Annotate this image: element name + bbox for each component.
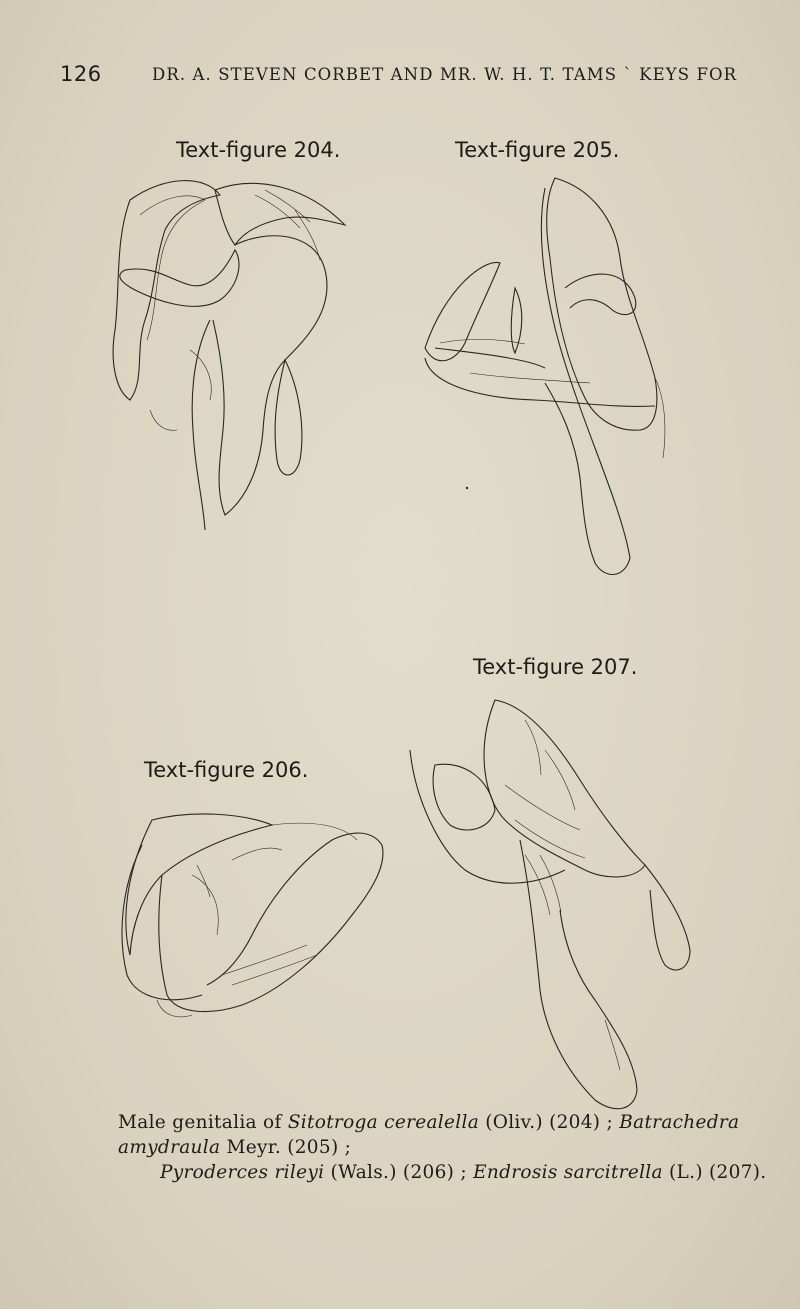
figure-207-illustration <box>405 690 710 1120</box>
figure-206-illustration <box>112 805 397 1035</box>
figure-label-206: Text-figure 206. <box>144 758 309 782</box>
caption-intro: Male genitalia of <box>118 1112 282 1133</box>
figure-caption <box>118 1110 798 1185</box>
caption-author-3: (Wals.) (206) ; <box>330 1162 467 1183</box>
page-header <box>60 62 760 92</box>
figure-label-204: Text-figure 204. <box>176 138 341 162</box>
figure-label-205: Text-figure 205. <box>455 138 620 162</box>
running-head: DR. A. STEVEN CORBET AND MR. W. H. T. TAMS ` KEYS FOR <box>152 65 738 84</box>
caption-line-2 <box>118 1160 798 1185</box>
figure-204-illustration <box>95 170 355 550</box>
figure-label-207: Text-figure 207. <box>473 655 638 679</box>
caption-author-2: Meyr. (205) ; <box>226 1137 352 1158</box>
caption-species-3: Pyroderces rileyi <box>160 1162 325 1183</box>
page-number: 126 <box>60 62 102 86</box>
caption-author-4: (L.) (207). <box>669 1162 767 1183</box>
caption-species-4: Endrosis sarcitrella <box>473 1162 663 1183</box>
figure-205-illustration <box>415 168 685 588</box>
caption-author-1: (Oliv.) (204) ; <box>485 1112 614 1133</box>
caption-species-1: Sitotroga cerealella <box>287 1112 480 1133</box>
caption-species-2: Batrachedra amydraula <box>118 1112 740 1158</box>
